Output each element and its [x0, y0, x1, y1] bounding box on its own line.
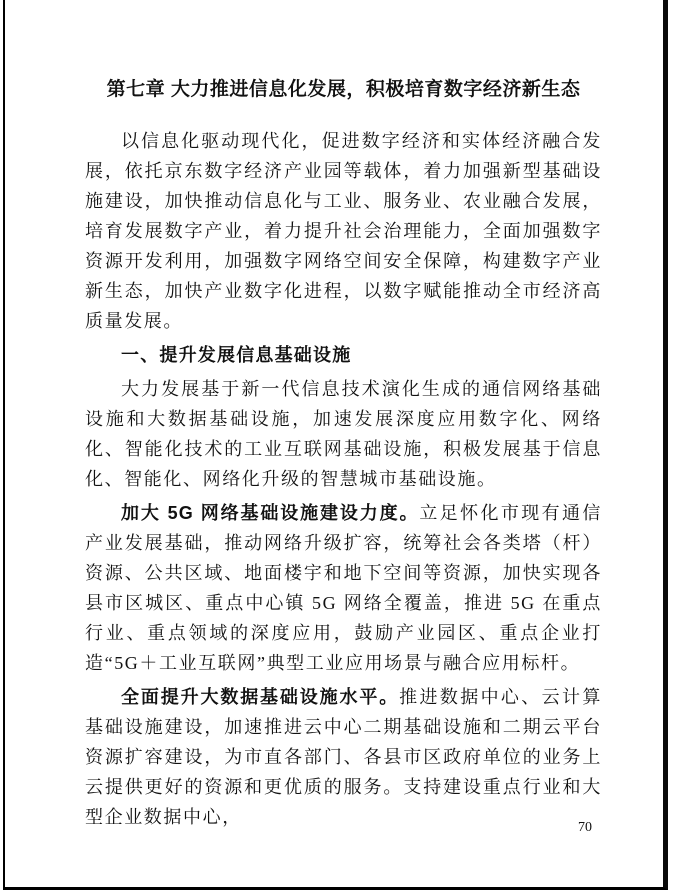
five-g-paragraph: [85, 498, 602, 678]
document-content: [85, 76, 602, 832]
info-infrastructure-paragraph: 大力发展基于新一代信息技术演化生成的通信网络基础设施和大数据基础设施，加速发展深度应用数字化、网络化、智能化技术的工业互联网基础设施，积极发展基于信息化、智能化、网络化升级的智慧城市基础设施。: [85, 379, 602, 489]
five-g-paragraph-text: 立足怀化市现有通信产业发展基础，推动网络升级扩容，统筹社会各类塔（杆）资源、公共区域、地面楼宇和地下空间等资源，加快实现各县市区城区、重点中心镇 5G 网络全覆盖，推进 5G 在重点行业、重点领域的深度应用，鼓励产业园区、重点企业打造“5G＋工业互联网”典型工业应用场景与融合应用标杆。: [85, 503, 602, 673]
page-number: 70: [578, 820, 592, 835]
intro-paragraph: 以信息化驱动现代化，促进数字经济和实体经济融合发展，依托京东数字经济产业园等载体，着力加强新型基础设施建设，加快推动信息化与工业、服务业、农业融合发展，培育发展数字产业，着力提升社会治理能力，全面加强数字资源开发利用，加强数字网络空间安全保障，构建数字产业新生态，加快产业数字化进程，以数字赋能推动全市经济高质量发展。: [85, 131, 602, 331]
big-data-paragraph-text: 推进数据中心、云计算基础设施建设，加速推进云中心二期基础设施和二期云平台资源扩容建设，为市直各部门、各县市区政府单位的业务上云提供更好的资源和更优质的服务。支持建设重点行业和大型企业数据中心，: [85, 687, 602, 827]
big-data-paragraph-lead: 全面提升大数据基础设施水平。: [121, 687, 400, 707]
five-g-paragraph-lead: 加大 5G 网络基础设施建设力度。: [121, 503, 420, 523]
big-data-paragraph: [85, 682, 602, 832]
section-heading: 一、提升发展信息基础设施: [121, 345, 352, 365]
chapter-title: 第七章 大力推进信息化发展，积极培育数字经济新生态: [106, 79, 581, 100]
